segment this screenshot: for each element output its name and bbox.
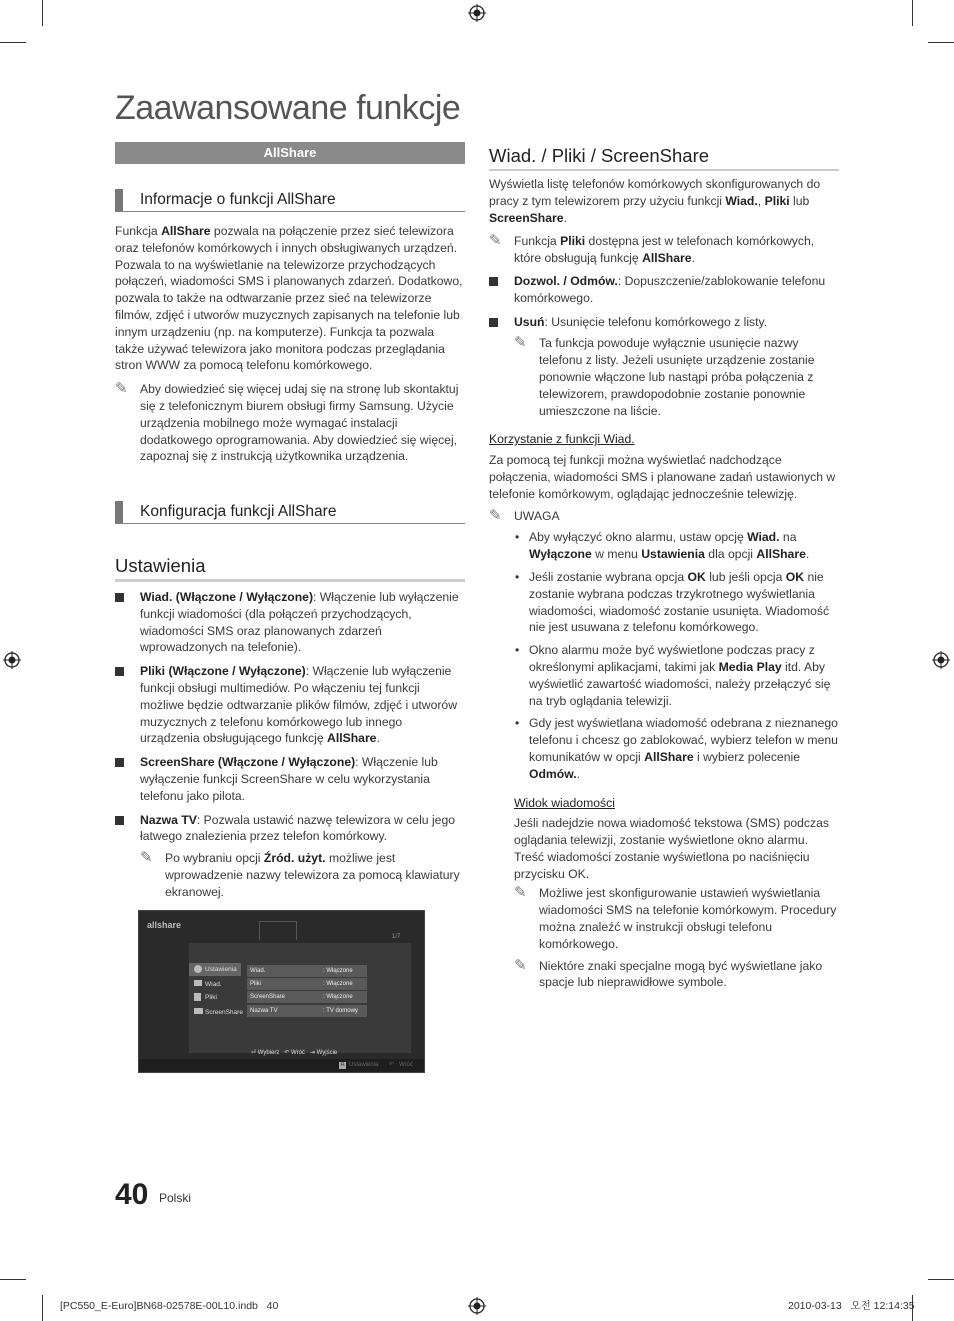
list-item: Dozwol. / Odmów.: Dopuszczenie/zablokowanie telefonu komórkowego. [489,273,841,307]
list-item: Nazwa TV: Pozwala ustawić nazwę telewizora w celu jego łatwego znalezienia przez telefon komórkowy. ✎ Po wybraniu opcji Źród. użyt. możliwe jest wprowadzenie nazwy telewizora za pomocą klawiatury ekranowej. [115,812,465,901]
crop-mark [0,42,26,43]
crop-mark [928,42,954,43]
screen-menu-messages[interactable]: Wiad. [205,981,222,988]
file-icon [194,993,201,1001]
pencil-note-icon: ✎ [489,232,502,250]
file-info: [PC550_E-Euro]BN68-02578E-00L10.indb 40 [60,1300,279,1312]
pencil-note-icon: ✎ [514,956,527,974]
registration-mark-icon [3,651,21,669]
crop-mark [42,1295,43,1321]
section-banner: AllShare [115,142,465,164]
list-item: • Jeśli zostanie wybrana opcja OK lub jeśli opcja OK nie zostanie wybrana podczas trzykrotnego wyświetlania wiadomości, wiadomość zostanie usunięta. Wiadomość nie jest usuwana z telefonu komórkowego. [515,569,830,635]
settings-row[interactable]: Wiad. : Włączone [247,965,367,977]
bottom-settings-label: Ustawienia [349,1062,379,1068]
page-title: Zaawansowane funkcje [115,89,461,127]
return-icon: ↶ [389,1062,395,1068]
tv-name-note: ✎ Po wybraniu opcji Źród. użyt. możliwe jest wprowadzenie nazwy telewizora za pomocą klawiatury ekranowej. [140,849,460,899]
settings-heading: Ustawienia [115,554,465,582]
list-item: ScreenShare (Włączone / Wyłączone): Włączenie lub wyłączenie funkcji ScreenShare w celu wykorzystania telefonu jako pilota. [115,754,465,804]
view-text: Jeśli nadejdzie nowa wiadomość tekstowa (SMS) podczas oglądania telewizji, zostanie wyświetlone okno alarmu. Treść wiadomości zostanie wyświetlona po naciśnięciu przycisku OK. [514,816,829,881]
screen-bottom-bar [139,1059,424,1072]
config-heading: Konfiguracja funkcji AllShare [115,501,465,524]
message-icon [194,980,202,986]
list-item: Wiad. (Włączone / Wyłączone): Włączenie lub wyłączenie funkcji wiadomości (dla połączeń przychodzących, wiadomości SMS oraz planowanych zdarzeń wprowadzonych na telefonie). [115,589,465,656]
registration-mark-icon [468,4,486,22]
tv-outline-icon [259,921,297,940]
view-heading: Widok wiadomości [514,795,615,810]
bottom-back-label: Wróć [399,1062,413,1068]
settings-list [115,589,465,908]
crop-mark [0,1279,26,1280]
screen-menu-files[interactable]: Pliki [205,994,217,1001]
crop-mark [928,1279,954,1280]
button-a-icon: A [340,1062,345,1068]
enter-icon: ⏎ [251,1050,257,1056]
list-item: • Okno alarmu może być wyświetlone podczas pracy z określonymi aplikacjami, takimi jak Media Play itd. Aby wyświetlić zawartość wiadomości, należy przełączyć się na tryb oglądania telewizji. [515,643,831,708]
right-content: Wyświetla listę telefonów komórkowych skonfigurowanych do pracy z tym telewizorem przy użyciu funkcji Wiad., Pliki lub ScreenShare. ✎ Funkcja Pliki dostępna jest w telefonach komórkowych, które obsługują funkcję AllShare. Dozwol. / Odmów.: Dopuszczenie/zablokowanie telefonu komórkowego. Usuń: Usunięcie telefonu komórkowego z listy. ✎ Ta funkcja powoduje wyłącznie usunięcie nazwy telefonu z listy. Jeżeli usunięte urządzenie zostanie ponownie włączone lub nastąpi próba połączenia z telewizorem, prawdopodobnie zostanie ponownie umieszczone na liście. Korzystanie z funkcji Wiad. Za pomocą tej funkcji można wyświetlać nadchodzące połączenia, wiadomości SMS i planowane zadań ustawionych w telefonie komórkowym, oglądając jednocześnie telewizję. ✎ UWAGA • Aby wyłączyć okno alarmu, ustaw opcję Wiad. na Wyłączone w menu Ustawienia dla opcji AllShare. • Jeśli zostanie wybrana opcja OK lub jeśli opcja OK nie zostanie wybrana podczas trzykrotnego wyświetlania wiadomości, wiadomość zostanie usunięta. Wiadomość nie jest usuwana z telefonu komórkowego. • Okno alarmu może być wyświetlone podczas pracy z określonymi aplikacjami, takimi jak Media Play itd. Aby wyświetlić zawartość wiadomości, należy przełączyć się na tryb oglądania telewizji. • Gdy jest wyświetlana wiadomość odebrana z nieznanego telefonu i chcesz go zablokować, wybierz telefon w menu komunikatów w opcji AllShare i wybierz polecenie Odmów.. Widok wiadomości Jeśli nadejdzie nowa wiadomość tekstowa (SMS) podczas oglądania telewizji, zostanie wyświetlone okno alarmu. Treść wiadomości zostanie wyświetlona po naciśnięciu przycisku OK. ✎ Możliwe jest skonfigurowanie ustawień wyświetlania wiadomości SMS na telefonie komórkowym. Procedury można znaleźć w instrukcji obsługi telefonu komórkowego. ✎ Niektóre znaki specjalne mogą być wyświetlane jako spacje lub nieprawidłowe symbole. [489,176,841,991]
delete-note: ✎ Ta funkcja powoduje wyłącznie usunięcie nazwy telefonu z listy. Jeżeli usunięte urządzenie zostanie ponownie włączone lub nastąpi próba połączenia z telewizorem, prawdopodobnie zostanie ponownie umieszczone na liście. [514,334,815,418]
view-note: ✎ Możliwe jest skonfigurowanie ustawień wyświetlania wiadomości SMS na telefonie komórkowym. Procedury można znaleźć w instrukcji obsługi telefonu komórkowego. [514,884,837,951]
list-item: Usuń: Usunięcie telefonu komórkowego z listy. ✎ Ta funkcja powoduje wyłącznie usunięcie nazwy telefonu z listy. Jeżeli usunięte urządzenie zostanie ponownie włączone lub nastąpi próba połączenia z telewizorem, prawdopodobnie zostanie ponownie umieszczone na liście. [489,314,841,420]
screen-menu-screenshare[interactable]: ScreenShare [205,1009,243,1016]
pencil-note-icon: ✎ [514,884,527,902]
using-text: Za pomocą tej funkcji można wyświetlać nadchodzące połączenia, wiadomości SMS i planowane zadań ustawionych w telefonie komórkowym, oglądając jednocześnie telewizję. [489,453,836,501]
page-indicator: 1/7 [392,934,401,940]
crop-mark [42,0,43,26]
exit-icon: ⇥ [309,1050,315,1056]
allshare-logo: allshare [147,920,182,930]
screen-menu-settings[interactable]: Ustawienia [205,966,237,973]
screen-footer: ⏎ Wybierz ↶ Wróć ⇥ Wyjście [251,1050,338,1056]
files-note: ✎ Funkcja Pliki dostępna jest w telefonach komórkowych, które obsługują funkcję AllShare. [489,232,815,266]
info-note: ✎ Aby dowiedzieć się więcej udaj się na stronę lub skontaktuj się z telefonicznym biurem obsługi firmy Samsung. Użycie urządzenia mobilnego może wymagać instalacji dodatkowego oprogramowania. Aby dowiedzieć się więcej, zapoznaj się z instrukcją użytkownika urządzenia. [115,380,459,464]
timestamp: 2010-03-13 오전 12:14:35 [788,1300,915,1312]
page-number: 40 [115,1178,149,1211]
info-heading: Informacje o funkcji AllShare [115,189,465,212]
settings-row[interactable]: Pliki : Włączone [247,978,367,990]
using-heading: Korzystanie z funkcji Wiad. [489,432,635,447]
tv-screen [138,910,425,1073]
settings-row[interactable]: ScreenShare : Włączone [247,991,367,1003]
pencil-note-icon: ✎ [140,849,153,867]
return-icon: ↶ [284,1050,290,1056]
pencil-note-icon: ✎ [115,380,128,398]
registration-mark-icon [468,1297,486,1315]
right-heading: Wiad. / Pliki / ScreenShare [489,144,839,171]
screenshare-icon [194,1008,203,1014]
settings-row[interactable]: Nazwa TV : TV domowy [247,1005,367,1017]
view-note: ✎ Niektóre znaki specjalne mogą być wyświetlane jako spacje lub nieprawidłowe symbole. [514,956,823,990]
registration-mark-icon [932,651,950,669]
pencil-note-icon: ✎ [514,334,527,352]
list-item: • Gdy jest wyświetlana wiadomość odebrana z nieznanego telefonu i chcesz go zablokować, wybierz telefon w menu komunikatów w opcji AllShare i wybierz polecenie Odmów.. [515,716,838,781]
info-text: Funkcja AllShare pozwala na połączenie przez sieć telewizora oraz telefonów komórkowych i innych obsługiwanych urządzeń. Pozwala to na wyświetlanie na telewizorze przychodzących połączeń, wiadomości SMS i planowanych zdarzeń. Dodatkowo, pozwala to także na odtwarzanie przez sieć na telewizorze filmów, zdjęć i utworów muzycznych zapisanych na telefonie lub innym urządzeniu (np. na komputerze). Funkcja ta pozwala także używać telewizora jako monitora podczas przeglądania stron WWW za pomocą telefonu komórkowego. ✎ Aby dowiedzieć się więcej udaj się na stronę lub skontaktuj się z telefonicznym biurem obsługi firmy Samsung. Użycie urządzenia mobilnego może wymagać instalacji dodatkowego oprogramowania. Aby dowiedzieć się więcej, zapoznaj się z instrukcją użytkownika urządzenia. [115,223,465,465]
pencil-note-icon: ✎ [489,506,502,524]
list-item: • Aby wyłączyć okno alarmu, ustaw opcję Wiad. na Wyłączone w menu Ustawienia dla opcji AllShare. [515,530,810,562]
gear-icon [194,965,202,973]
crop-mark [912,0,913,26]
page-language: Polski [159,1191,192,1205]
warning-note: ✎ UWAGA [489,506,560,524]
list-item: Pliki (Włączone / Wyłączone): Włączenie lub wyłączenie funkcji obsługi multimediów. Po włączeniu tej funkcji możliwe będzie odtwarzanie plików filmów, zdjęć i utworów muzycznych z telefonu komórkowego lub innego urządzenia obsługującego funkcję AllShare. [115,663,465,747]
